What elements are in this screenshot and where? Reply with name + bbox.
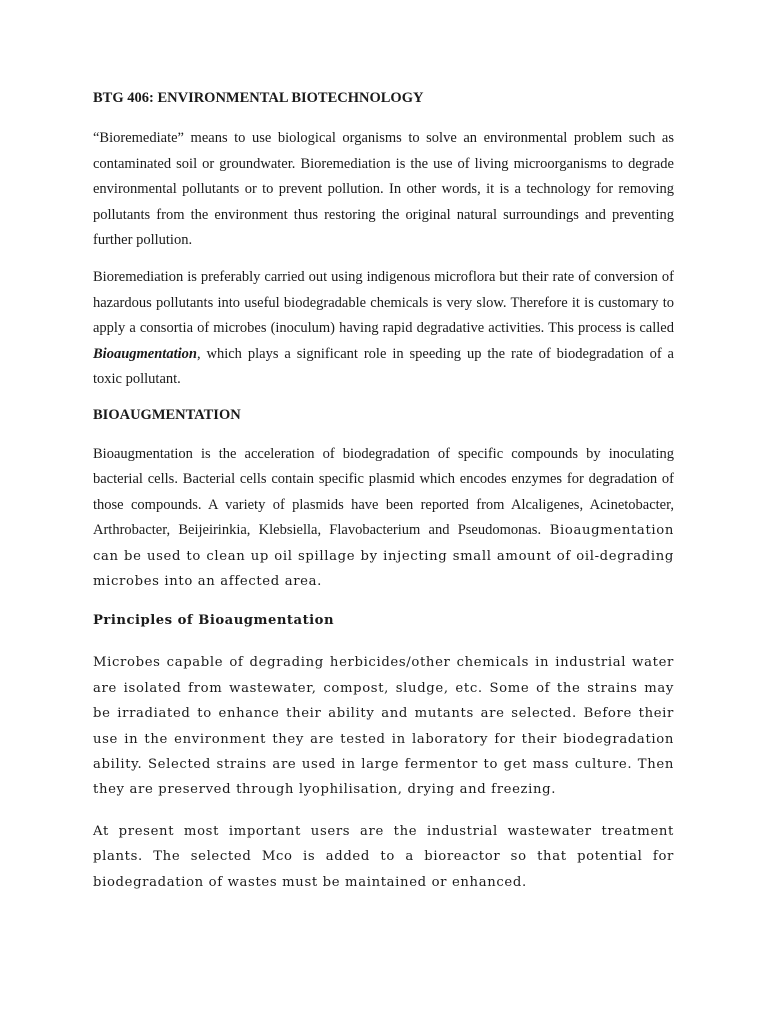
paragraph-text: Bioaugmentation is the acceleration of biodegradation of specific compounds by inoculating bacterial cells. Bacterial cells contain specific plasmid which encodes enzymes for degradation of those compounds. A variety of plasmids have been reported from Alcaligenes, Acinetobacter, Arthrobacter, Beijeirinkia, Klebsiella, Flavobacterium and Pseudomonas.	[93, 445, 674, 539]
paragraph-wastewater-plants: At present most important users are the industrial wastewater treatment plants. The selected Mco is added to a bioreactor so that potential for biodegradation of wastes must be maintained or enhanced.	[93, 823, 674, 890]
paragraph-text: , which plays a significant role in speeding up the rate of biodegradation of a toxic pollutant.	[93, 345, 674, 388]
paragraph-bioremediate-definition: “Bioremediate” means to use biological organisms to solve an environmental problem such as contaminated soil or groundwater. Bioremediation is the use of living microorganisms to degrade environmental pollutants or to prevent pollution. In other words, it is a technology for removing pollutants from the environment thus restoring the original natural surroundings and preventing further pollution.	[93, 130, 674, 249]
paragraph-principles: Microbes capable of degrading herbicides/other chemicals in industrial water are isolated from wastewater, compost, sludge, etc. Some of the strains may be irradiated to enhance their ability and mutants are selected. Before their use in the environment they are tested in laboratory for their biodegradation ability. Selected strains are used in large fermentor to get mass culture. Then they are preserved through lyophilisation, drying and freezing.	[93, 655, 674, 798]
paragraph-text-oil-spillage: Bioaugmentation can be used to clean up oil spillage by injecting small amount of oil-degrading microbes into an affected area.	[93, 523, 674, 589]
paragraph-indigenous-microflora	[93, 265, 674, 392]
document-title: BTG 406: ENVIRONMENTAL BIOTECHNOLOGY	[93, 90, 424, 106]
section-heading-bioaugmentation: BIOAUGMENTATION	[93, 407, 241, 424]
document-page	[93, 86, 674, 895]
paragraph-bioaugmentation-definition	[93, 442, 674, 594]
section-heading-principles: Principles of Bioaugmentation	[93, 613, 335, 629]
bioaugmentation-emphasis: Bioaugmentation	[93, 345, 197, 362]
paragraph-text: Bioremediation is preferably carried out using indigenous microflora but their rate of conversion of hazardous pollutants into useful biodegradable chemicals is very slow. Therefore it is customary to apply a consortia of microbes (inoculum) having rapid degradative activities. This process is called	[93, 269, 674, 337]
